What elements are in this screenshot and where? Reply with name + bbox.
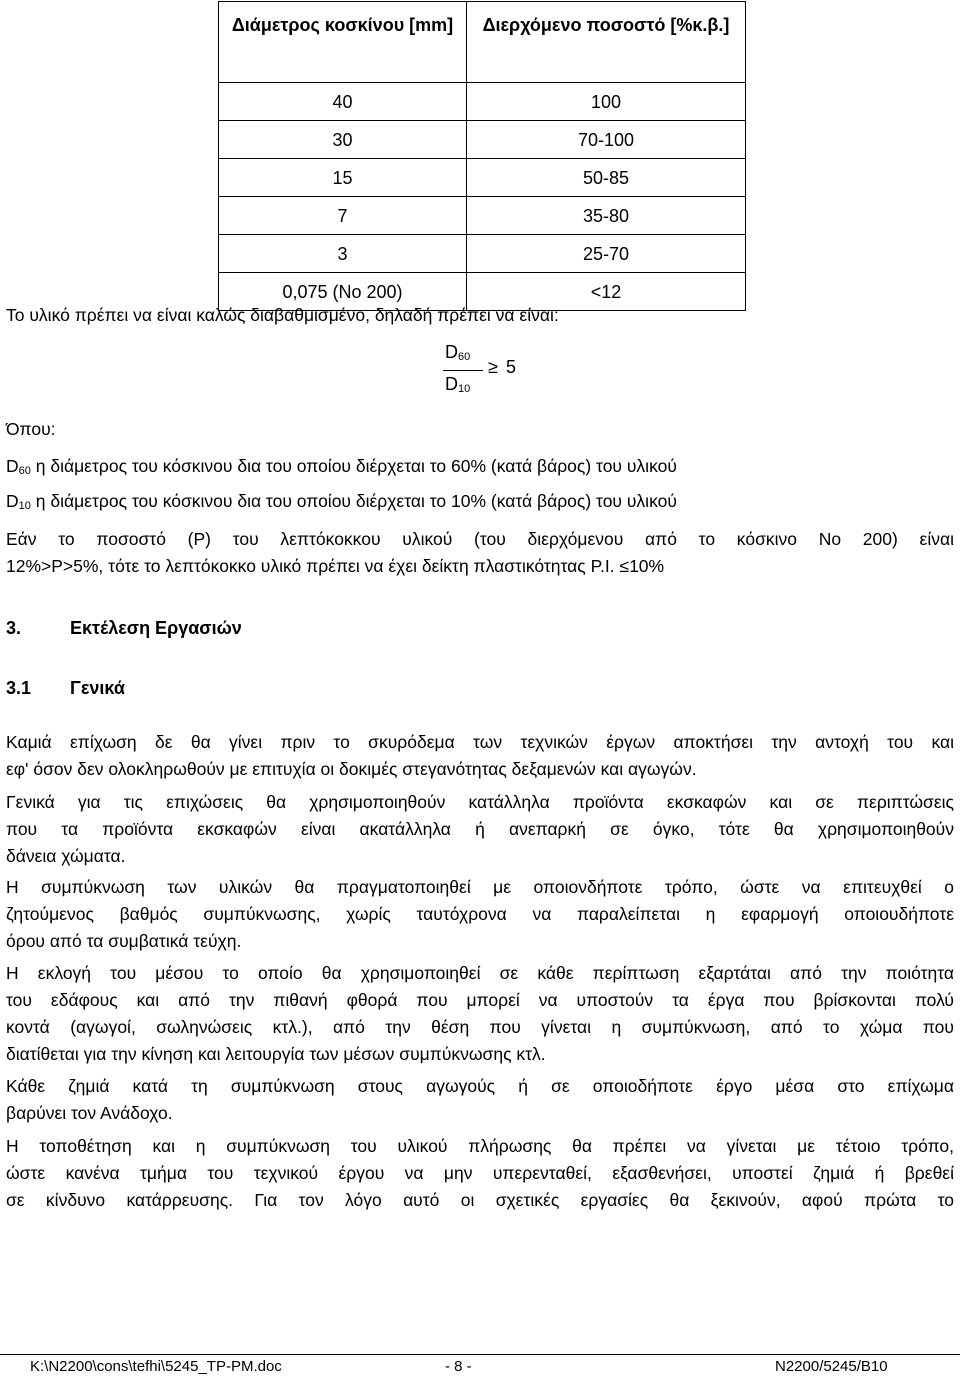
table-row <box>219 121 746 159</box>
cell-percent: 35-80 <box>467 197 746 235</box>
footer-page-number: - 8 - <box>445 1358 472 1375</box>
header-passing-percent: Διερχόμενο ποσοστό [%κ.β.] <box>467 2 746 83</box>
table-row <box>219 197 746 235</box>
greater-equal-symbol: ≥ <box>488 357 498 377</box>
definition-d10: $D_{10}$ η διάμετρος του κόσκινου δια του οποίου διέρχεται το 10% (κατά βάρος) του υλικού <box>6 491 677 512</box>
less-equal-symbol: ≤ <box>619 556 630 576</box>
cell-diameter: 7 <box>219 197 467 235</box>
cell-percent: 100 <box>467 83 746 121</box>
cell-diameter: 3 <box>219 235 467 273</box>
formula-numerator: $D_{60}$ <box>445 342 471 363</box>
formula-denominator: $D_{10}$ <box>445 374 471 395</box>
definition-d60: $D_{60}$ η διάμετρος του κόσκινου δια του οποίου διέρχεται το 60% (κατά βάρος) του υλικού <box>6 456 677 477</box>
cell-percent: <12 <box>467 273 746 311</box>
plasticity-line-1: Εάν το ποσοστό (P) του λεπτόκοκκου υλικού (του διερχόμενου από το κόσκινο No 200) είναι <box>6 529 954 549</box>
cell-diameter: 15 <box>219 159 467 197</box>
paragraph: Καμιά επίχωση δε θα γίνει πριν το σκυρόδεμα των τεχνικών έργων αποκτήσει την αντοχή του και εφ' όσον δεν ολοκληρωθούν με επιτυχία οι δοκιμές στεγανότητας δεξαμενών και αγωγών. <box>6 732 954 779</box>
plasticity-line-2: 12%>P>5%, τότε το λεπτόκοκκο υλικό πρέπει να έχει δείκτη πλαστικότητας P.I. ≤10% <box>6 556 665 576</box>
header-sieve-diameter: Διάμετρος κοσκίνου [mm] <box>219 2 467 83</box>
cell-percent: 70-100 <box>467 121 746 159</box>
paragraph: Η εκλογή του μέσου το οποίο θα χρησιμοποιηθεί σε κάθε περίπτωση εξαρτάται από την ποιότητα του εδάφους και από την πιθανή φθορά που μπορεί να υποστούν τα έργα που βρίσκονται πολύ κοντά (αγωγοί, σωληνώσεις κτλ.), από την θέση που γίνεται η συμπύκνωση, από το χώμα που διατίθεται για την κίνηση και λειτουργία των μέσων συμπύκνωσης κτλ. <box>6 963 954 1064</box>
footer-file-path: K:\N2200\cons\tefhi\5245_TP-PM.doc <box>30 1358 282 1375</box>
intro-text: Το υλικό πρέπει να είναι καλώς διαβαθμισμένο, δηλαδή πρέπει να είναι: <box>6 305 559 325</box>
table-row <box>219 235 746 273</box>
subsection-heading: 3.1 Γενικά <box>6 678 125 698</box>
gradation-formula <box>440 340 530 406</box>
paragraph: Η συμπύκνωση των υλικών θα πραγματοποιηθεί με οποιονδήποτε τρόπο, ώστε να επιτευχθεί ο ζητούμενος βαθμός συμπύκνωσης, χωρίς ταυτόχρονα να παραλείπεται η εφαρμογή οποιουδήποτε όρου από τα συμβατικά τεύχη. <box>6 877 954 951</box>
table-row <box>219 159 746 197</box>
footer-divider <box>0 1354 960 1355</box>
cell-diameter: 40 <box>219 83 467 121</box>
paragraph: Η τοποθέτηση και η συμπύκνωση του υλικού πλήρωσης θα πρέπει να γίνεται με τέτοιο τρόπο, ώστε κανένα τμήμα του τεχνικού έργου να μην υπερενταθεί, εξασθενήσει, υποστεί ζημιά ή βρεθεί σε κίνδυνο κατάρρευσης. Για τον λόγο αυτό οι σχετικές εργασίες θα ξεκινούν, αφού πρώτα το <box>6 1136 954 1210</box>
where-label: Όπου: <box>6 419 56 439</box>
table-row <box>219 83 746 121</box>
cell-percent: 25-70 <box>467 235 746 273</box>
cell-diameter: 30 <box>219 121 467 159</box>
paragraph: Γενικά για τις επιχώσεις θα χρησιμοποιηθούν κατάλληλα προϊόντα εκσκαφών και σε περιπτώσεις που τα προϊόντα εκσκαφών είναι ακατάλληλα ή ανεπαρκή σε όγκο, τότε θα χρησιμοποιηθούν δάνεια χώματα. <box>6 792 954 866</box>
cell-percent: 50-85 <box>467 159 746 197</box>
formula-value: 5 <box>506 357 517 377</box>
sieve-table <box>218 1 746 311</box>
section-heading: 3. Εκτέλεση Εργασιών <box>6 618 242 638</box>
footer-document-code: N2200/5245/B10 <box>775 1358 888 1375</box>
paragraph: Κάθε ζημιά κατά τη συμπύκνωση στους αγωγούς ή σε οποιοδήποτε έργο μέσα στο επίχωμα βαρύνει τον Ανάδοχο. <box>6 1076 954 1123</box>
cell-diameter: 0,075 (No 200) <box>219 273 467 311</box>
fraction-line <box>443 370 483 371</box>
table-header-row <box>219 2 746 83</box>
